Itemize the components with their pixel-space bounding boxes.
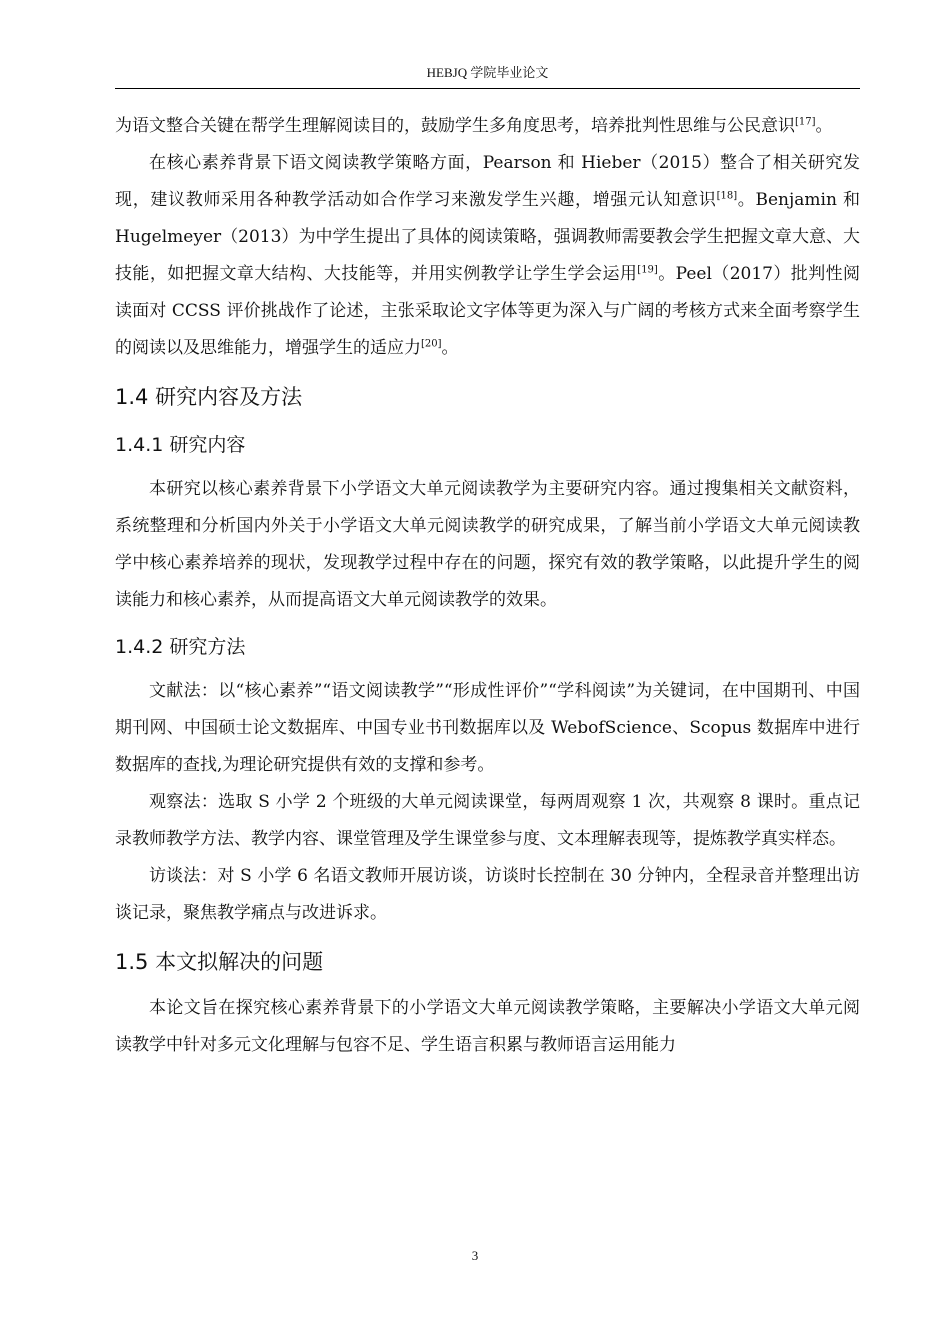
section-heading-1-4: 1.4 研究内容及方法 (115, 385, 303, 409)
paragraph-method-observation: 观察法：选取 S 小学 2 个班级的大单元阅读课堂，每两周观察 1 次，共观察 8 课时。重点记录教师教学方法、教学内容、课堂管理及学生课堂参与度、文本理解表现等，提炼教学真实样态。 (115, 792, 860, 849)
header-title: HEBJQ 学院毕业论文 (426, 65, 549, 80)
paragraph-problems: 本论文旨在探究核心素养背景下的小学语文大单元阅读教学策略，主要解决小学语文大单元阅读教学中针对多元文化理解与包容不足、学生语言积累与教师语言运用能力 (115, 998, 860, 1055)
subsection-heading-1-4-2: 1.4.2 研究方法 (115, 636, 246, 658)
citation-17: [17] (795, 116, 816, 128)
paragraph-method-literature: 文献法：以“核心素养”“语文阅读教学”“形成性评价”“学科阅读”为关键词，在中国期刊、中国期刊网、中国硕士论文数据库、中国专业书刊数据库以及 WebofScience、Scopus 数据库中进行数据库的查找,为理论研究提供有效的支撑和参考。 (115, 681, 860, 775)
citation-20: [20] (421, 338, 442, 350)
paragraph-literature-review: 在核心素养背景下语文阅读教学策略方面，Pearson 和 Hieber（2015）整合了相关研究发现，建议教师采用各种教学活动如合作学习来激发学生兴趣，增强元认知意识[18]。Benjamin 和 Hugelmeyer（2013）为中学生提出了具体的阅读策略，强调教师需要教会学生把握文章大意、大技能，如把握文章大结构、大技能等，并用实例教学让学生学会运用[19]。Peel（2017）批判性阅读面对 CCSS 评价挑战作了论述，主张采取论文字体等更为深入与广阔的考核方式来全面考察学生的阅读以及思维能力，增强学生的适应力[20]。 (115, 153, 861, 358)
citation-18: [18] (716, 190, 738, 202)
paragraph-method-interview: 访谈法：对 S 小学 6 名语文教师开展访谈，访谈时长控制在 30 分钟内，全程录音并整理出访谈记录，聚焦教学痛点与改进诉求。 (115, 866, 860, 923)
subsection-heading-1-4-1: 1.4.1 研究内容 (115, 434, 246, 456)
page-header (115, 62, 860, 89)
page-number: 3 (471, 1248, 479, 1263)
paragraph-intro: 为语文整合关键在帮学生理解阅读目的，鼓励学生多角度思考，培养批判性思维与公民意识[17]。 (115, 116, 833, 136)
citation-19: [19] (637, 264, 658, 276)
page-footer (0, 1248, 950, 1264)
section-heading-1-5: 1.5 本文拟解决的问题 (115, 950, 324, 974)
page-body (115, 108, 860, 1064)
paragraph-research-content: 本研究以核心素养背景下小学语文大单元阅读教学为主要研究内容。通过搜集相关文献资料，系统整理和分析国内外关于小学语文大单元阅读教学的研究成果，了解当前小学语文大单元阅读教学中核心素养培养的现状，发现教学过程中存在的问题，探究有效的教学策略，以此提升学生的阅读能力和核心素养，从而提高语文大单元阅读教学的效果。 (115, 479, 860, 610)
